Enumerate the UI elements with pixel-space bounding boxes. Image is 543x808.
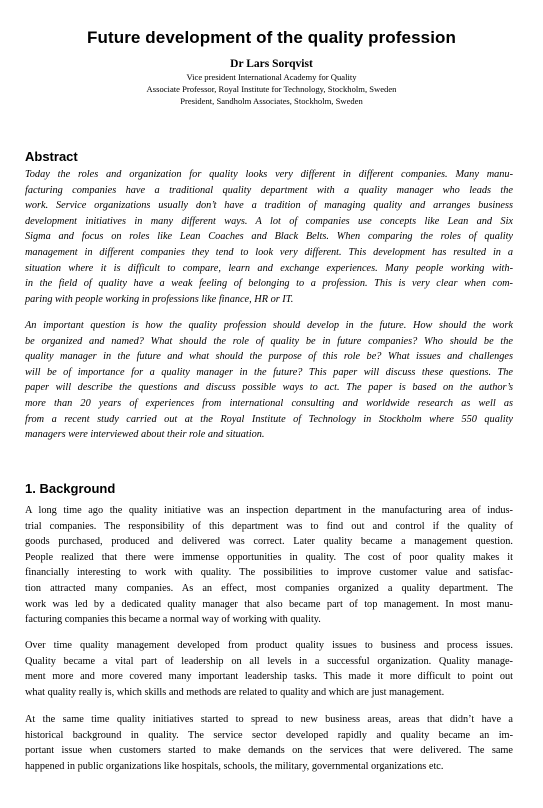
text-line: historical background in quality. The service sector developed rapidly and quality became an im- xyxy=(25,729,513,741)
text-line: paper will describe the questions and discuss possible ways to act. The paper is based on the author’s xyxy=(25,382,513,394)
text-line: more than 20 years of experiences from international consulting and worldwide research as well as xyxy=(25,397,513,409)
author-affiliation: Associate Professor, Royal Institute for Technology, Stockholm, Sweden xyxy=(146,84,397,94)
text-line: work. Service organizations usually don’t have a tradition of managing quality and arranges business xyxy=(25,200,513,212)
abstract-heading: Abstract xyxy=(25,149,78,164)
section-heading-background: 1. Background xyxy=(25,481,116,496)
text-line: A long time ago the quality initiative was an inspection department in the manufacturing area of indus- xyxy=(25,505,513,516)
text-line: managers were interviewed about their role and situation. xyxy=(25,429,265,441)
abstract-paragraph xyxy=(25,167,513,307)
text-line: be organized and named? What should the role of quality be in future companies? Who should be the xyxy=(25,335,513,347)
body-paragraph xyxy=(25,638,513,700)
text-line: trial companies. The responsibility of this department was to find out and control if the quality of xyxy=(25,520,513,532)
text-line: development initiatives in many different ways. A lot of companies use concepts like Lean and Six xyxy=(25,215,513,227)
author-affiliation: Vice president International Academy for Quality xyxy=(186,72,357,82)
text-line: Today the roles and organization for quality looks very different in different companies. Many manu- xyxy=(25,169,513,180)
text-line: quality manager in the future and what should the purpose of this role be? What issues and challenges xyxy=(25,351,513,363)
text-line: facturing companies have a traditional quality department with a quality manager who leads the xyxy=(25,184,513,196)
text-line: ment more and more covered many important leadership tasks. This made it more difficult to point out xyxy=(25,671,513,683)
text-line: goods purchased, produced and delivered was correct. Later quality became a management question. xyxy=(25,536,513,548)
body-paragraph xyxy=(25,712,513,774)
author-affiliation: President, Sandholm Associates, Stockholm, Sweden xyxy=(180,96,363,106)
text-line: Over time quality management developed from product quality issues to business and process issues. xyxy=(25,640,513,651)
text-line: what quality really is, which skills and methods are related to quality and which are just management. xyxy=(25,686,445,698)
text-line: from a recent study carried out at the Royal Institute of Technology in Stockholm where 550 quality xyxy=(25,413,513,425)
author-name: Dr Lars Sorqvist xyxy=(230,58,313,70)
paper-title: Future development of the quality profession xyxy=(87,28,456,47)
text-line: in the field of quality have a weak feeling of belonging to a profession. This is very clear when com- xyxy=(25,278,513,290)
text-line: People realized that there were immense opportunities in quality. The cost of poor quality makes it xyxy=(25,551,513,563)
text-line: management in different companies they tend to look very different. This development has resulted in a xyxy=(25,246,513,258)
text-line: will be of importance for a quality manager in the future? This paper will discuss these questions. The xyxy=(25,366,513,378)
text-line: tion attracted many companies. As an effect, most companies organized a quality department. The xyxy=(25,582,513,594)
text-line: financially interesting to work with quality. The possibilities to improve customer value and satisfac- xyxy=(25,567,513,579)
text-line: An important question is how the quality profession should develop in the future. How should the work xyxy=(25,320,513,331)
text-line: facturing companies this became a normal way of working with quality. xyxy=(25,614,321,626)
abstract-paragraph xyxy=(25,318,513,443)
body-paragraph xyxy=(25,503,513,628)
text-line: situation where it is difficult to compare, learn and exchange experiences. Many people working with- xyxy=(25,262,513,274)
text-line: At the same time quality initiatives started to spread to new business areas, areas that didn’t have a xyxy=(25,714,513,725)
text-line: Sigma and focus on roles like Lean Coaches and Black Belts. When comparing the roles of quality xyxy=(25,231,513,243)
text-line: happened in public organizations like hospitals, schools, the military, governmental organizations etc. xyxy=(25,760,444,772)
text-line: work was led by a dedicated quality manager that also became part of top management. In most manu- xyxy=(25,598,513,610)
text-line: Quality became a vital part of leadership on all levels in a successful organization. Quality manage- xyxy=(25,655,513,667)
text-line: paring with people working in professions like finance, HR or IT. xyxy=(25,293,294,305)
text-line: portant issue when customers started to make demands on the services that were delivered. The same xyxy=(25,745,513,757)
